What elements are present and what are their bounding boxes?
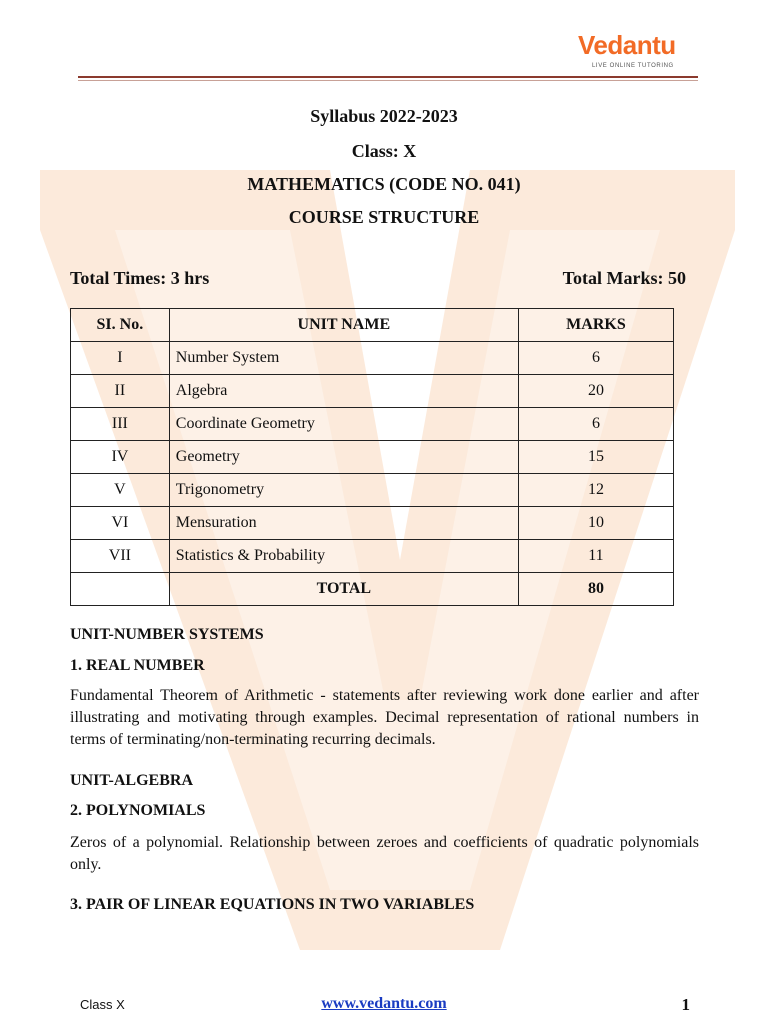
- logo-tagline: LIVE ONLINE TUTORING: [592, 63, 674, 69]
- real-number-paragraph: Fundamental Theorem of Arithmetic - statements after reviewing work done earlier and after illustrating and motivating through examples. Decimal representation of rational numbers in terms of terminating/non-terminating recurring decimals.: [70, 687, 699, 748]
- footer-class: Class X: [80, 997, 125, 1012]
- row-no: VI: [71, 507, 170, 540]
- subject-title: MATHEMATICS (CODE NO. 041): [247, 174, 521, 194]
- real-number-heading: 1. REAL NUMBER: [70, 657, 205, 674]
- row-unit: Coordinate Geometry: [169, 408, 518, 441]
- row-marks: 6: [518, 342, 673, 375]
- row-no: V: [71, 474, 170, 507]
- polynomials-paragraph: Zeros of a polynomial. Relationship between zeroes and coefficients of quadratic polynomials only.: [70, 834, 699, 873]
- row-no: III: [71, 408, 170, 441]
- logo-text: Vedantu: [578, 30, 676, 60]
- header-unit-name: UNIT NAME: [169, 309, 518, 342]
- row-marks: 6: [518, 408, 673, 441]
- row-marks: 15: [518, 441, 673, 474]
- row-no: II: [71, 375, 170, 408]
- header-marks: MARKS: [518, 309, 673, 342]
- table-total-row: [71, 573, 674, 606]
- table-row: [71, 408, 674, 441]
- header-rule-thin: [78, 80, 698, 81]
- row-no: IV: [71, 441, 170, 474]
- course-title: COURSE STRUCTURE: [288, 207, 480, 227]
- header-rule: [78, 76, 698, 78]
- total-row-empty: [71, 573, 170, 606]
- row-unit: Geometry: [169, 441, 518, 474]
- total-marks: Total Marks: 50: [562, 268, 686, 288]
- syllabus-title: Syllabus 2022-2023: [310, 106, 458, 126]
- row-marks: 11: [518, 540, 673, 573]
- unit-number-systems-heading: UNIT-NUMBER SYSTEMS: [70, 626, 264, 643]
- vedantu-logo: [578, 30, 688, 74]
- row-marks: 20: [518, 375, 673, 408]
- polynomials-heading: 2. POLYNOMIALS: [70, 802, 206, 819]
- footer-website-link[interactable]: www.vedantu.com: [321, 995, 447, 1012]
- table-row: [71, 342, 674, 375]
- page-number: 1: [681, 995, 690, 1014]
- row-unit: Statistics & Probability: [169, 540, 518, 573]
- course-structure-table: [70, 308, 674, 606]
- table-row: [71, 375, 674, 408]
- row-unit: Mensuration: [169, 507, 518, 540]
- row-no: VII: [71, 540, 170, 573]
- table-row: [71, 507, 674, 540]
- total-label: TOTAL: [169, 573, 518, 606]
- row-unit: Trigonometry: [169, 474, 518, 507]
- row-marks: 12: [518, 474, 673, 507]
- table-row: [71, 441, 674, 474]
- header-sl-no: SI. No.: [71, 309, 170, 342]
- table-row: [71, 540, 674, 573]
- table-row: [71, 474, 674, 507]
- row-no: I: [71, 342, 170, 375]
- total-marks-value: 80: [518, 573, 673, 606]
- row-marks: 10: [518, 507, 673, 540]
- total-time: Total Times: 3 hrs: [70, 268, 210, 288]
- table-header-row: [71, 309, 674, 342]
- class-title: Class: X: [351, 141, 417, 161]
- pair-linear-heading: 3. PAIR OF LINEAR EQUATIONS IN TWO VARIABLES: [70, 896, 475, 913]
- row-unit: Number System: [169, 342, 518, 375]
- row-unit: Algebra: [169, 375, 518, 408]
- unit-algebra-heading: UNIT-ALGEBRA: [70, 772, 193, 789]
